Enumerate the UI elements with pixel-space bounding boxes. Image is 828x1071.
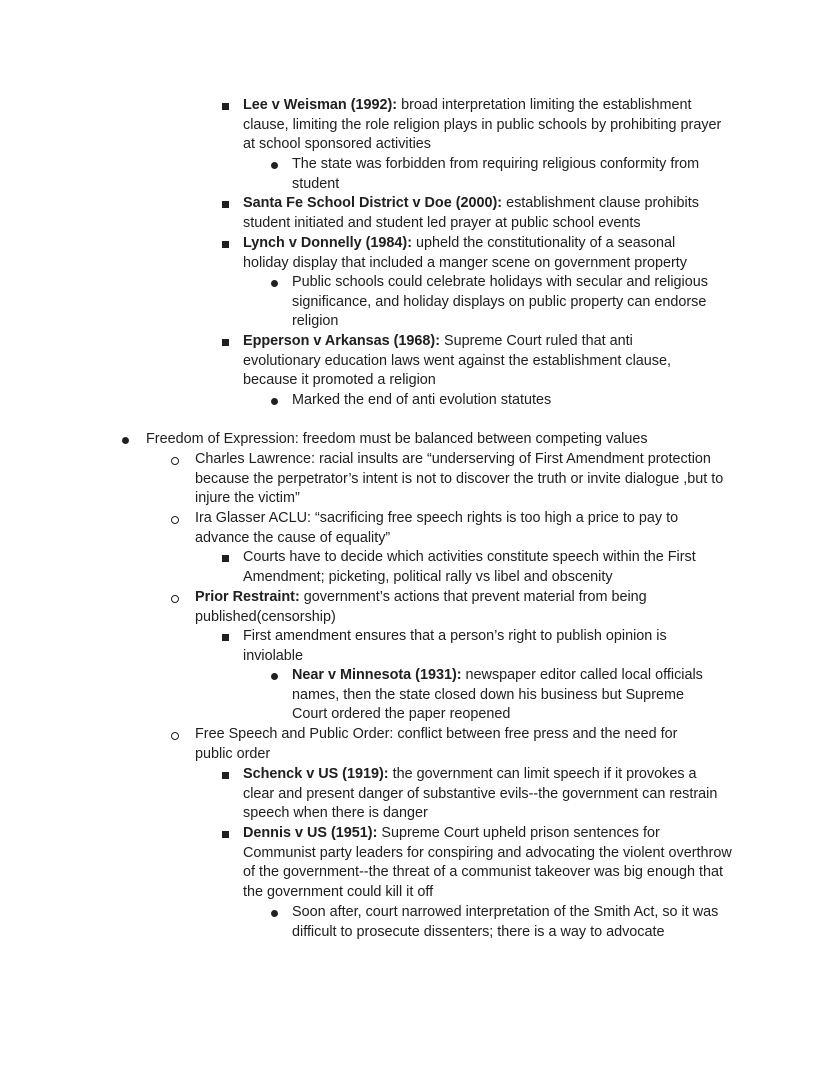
circle-bullet-icon <box>171 457 179 465</box>
list-item <box>195 588 695 627</box>
list-item <box>292 273 732 332</box>
list-item <box>292 391 722 411</box>
dot-bullet-icon <box>271 162 278 169</box>
square-bullet-icon <box>222 241 229 248</box>
item-text: Supreme Court ruled that anti evolutionary education laws went against the establishment clause, because it promoted a religion <box>243 333 671 389</box>
list-item <box>243 765 723 824</box>
circle-bullet-icon <box>171 732 179 740</box>
square-bullet-icon <box>222 339 229 346</box>
item-text: First amendment ensures that a person’s right to publish opinion is inviolable <box>243 628 667 664</box>
item-text: newspaper editor called local officials names, then the state closed down his business but Supreme Court ordered the paper reopened <box>292 667 703 723</box>
case-name: Lynch v Donnelly (1984): <box>243 235 412 251</box>
term-name: Prior Restraint: <box>195 589 300 605</box>
case-name: Lee v Weisman (1992): <box>243 97 398 113</box>
item-text: The state was forbidden from requiring religious conformity from student <box>292 156 700 192</box>
item-text: Soon after, court narrowed interpretation of the Smith Act, so it was difficult to prosecute dissenters; there is a way to advocate <box>292 904 719 940</box>
list-item <box>292 666 722 725</box>
square-bullet-icon <box>222 831 229 838</box>
square-bullet-icon <box>222 634 229 641</box>
dot-bullet-icon <box>271 398 278 405</box>
list-item <box>243 824 733 902</box>
dot-bullet-icon <box>271 673 278 680</box>
case-name: Epperson v Arkansas (1968): <box>243 333 441 349</box>
case-name: Near v Minnesota (1931): <box>292 667 462 683</box>
item-text: Public schools could celebrate holidays with secular and religious significance, and holiday displays on public property can endorse religion <box>292 274 708 330</box>
square-bullet-icon <box>222 201 229 208</box>
list-item <box>243 234 718 273</box>
list-item <box>195 725 715 764</box>
square-bullet-icon <box>222 103 229 110</box>
item-text: Ira Glasser ACLU: “sacrificing free speech rights is too high a price to pay to advance the cause of equality” <box>195 510 679 546</box>
item-text: Freedom of Expression: freedom must be balanced between competing values <box>146 431 648 447</box>
item-text: government’s actions that prevent material from being published(censorship) <box>195 589 647 625</box>
item-text: Supreme Court upheld prison sentences for Communist party leaders for conspiring and advocating the violent overthrow of the government--the threat of a communist takeover was big enough that the government could kill it off <box>243 825 732 900</box>
list-item <box>243 627 703 666</box>
dot-bullet-icon <box>271 280 278 287</box>
item-text: Free Speech and Public Order: conflict between free press and the need for public order <box>195 726 678 762</box>
case-name: Santa Fe School District v Doe (2000): <box>243 195 503 211</box>
item-text: Marked the end of anti evolution statutes <box>292 392 552 408</box>
item-text: upheld the constitutionality of a seasonal holiday display that included a manger scene on government property <box>243 235 687 271</box>
item-text: Courts have to decide which activities constitute speech within the First Amendment; picketing, political rally vs libel and obscenity <box>243 549 696 585</box>
list-item <box>195 509 715 548</box>
item-text: establishment clause prohibits student initiated and student led prayer at public school events <box>243 195 699 231</box>
list-item <box>243 548 723 587</box>
list-item <box>146 430 746 450</box>
list-item <box>243 332 708 391</box>
square-bullet-icon <box>222 555 229 562</box>
square-bullet-icon <box>222 772 229 779</box>
circle-bullet-icon <box>171 516 179 524</box>
case-name: Dennis v US (1951): <box>243 825 378 841</box>
list-item <box>243 194 728 233</box>
list-item <box>292 155 722 194</box>
case-name: Schenck v US (1919): <box>243 766 389 782</box>
list-item <box>243 96 723 155</box>
list-item <box>195 450 735 509</box>
list-item <box>292 903 722 942</box>
dot-bullet-icon <box>122 437 129 444</box>
item-text: Charles Lawrence: racial insults are “underserving of First Amendment protection because the perpetrator’s intent is not to discover the truth or invite dialogue ,but to injure the victim” <box>195 451 724 507</box>
dot-bullet-icon <box>271 910 278 917</box>
circle-bullet-icon <box>171 595 179 603</box>
item-text: broad interpretation limiting the establishment clause, limiting the role religion plays in public schools by prohibiting prayer at school sponsored activities <box>243 97 722 153</box>
item-text: the government can limit speech if it provokes a clear and present danger of substantive evils--the government can restrain speech when there is danger <box>243 766 718 822</box>
